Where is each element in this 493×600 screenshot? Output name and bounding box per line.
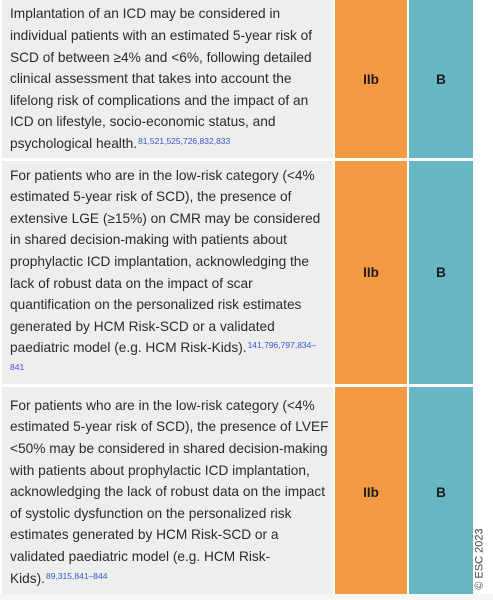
recommendation-text-cell — [2, 161, 335, 387]
copyright-notice — [472, 520, 488, 598]
level-cell: B — [409, 0, 473, 161]
level-cell: B — [409, 387, 473, 600]
reference-link[interactable]: 81,521,525,726,832,833 — [138, 135, 231, 146]
recommendation-text-cell — [2, 387, 335, 600]
table-row — [2, 387, 473, 600]
level-cell: B — [409, 161, 473, 387]
class-cell: IIb — [335, 161, 409, 387]
reference-link[interactable]: 141,796,797,834–841 — [10, 340, 317, 372]
recommendations-table — [2, 0, 473, 600]
reference-link[interactable]: 89,315,841–844 — [46, 570, 108, 581]
copyright-text: © ESC 2023 — [474, 528, 486, 590]
recommendation-text: For patients who are in the low-risk category (<4% estimated 5-year risk of SCD), the presence of extensive LGE (≥15%) on CMR may be considered in shared decision-making with patients about prophylactic ICD implantation, acknowledging the lack of robust data on the impact of scar quantification on the personalized risk estimates generated by HCM Risk-SCD or a validated paediatric model (e.g. HCM Risk-Kids). — [10, 167, 321, 356]
page-bottom-edge — [0, 594, 493, 600]
recommendation-text: For patients who are in the low-risk category (<4% estimated 5-year risk of SCD), the presence of LVEF <50% may be considered in shared decision-making with patients about prophylactic ICD implantation, acknowledging the lack of robust data on the impact of systolic dysfunction on the personalized risk estimates generated by HCM Risk-SCD or a validated paediatric model (e.g. HCM Risk-Kids). — [10, 397, 329, 586]
class-cell: IIb — [335, 387, 409, 600]
table-row — [2, 161, 473, 387]
class-cell: IIb — [335, 0, 409, 161]
recommendation-text: Implantation of an ICD may be considered in individual patients with an estimated 5-year risk of SCD of between ≥4% and <6%, following detailed clinical assessment that takes into account the lifelong risk of complications and the impact of an ICD on lifestyle, socio-economic status, and psychological health. — [10, 6, 313, 151]
recommendation-text-cell — [2, 0, 335, 161]
table-row — [2, 0, 473, 161]
